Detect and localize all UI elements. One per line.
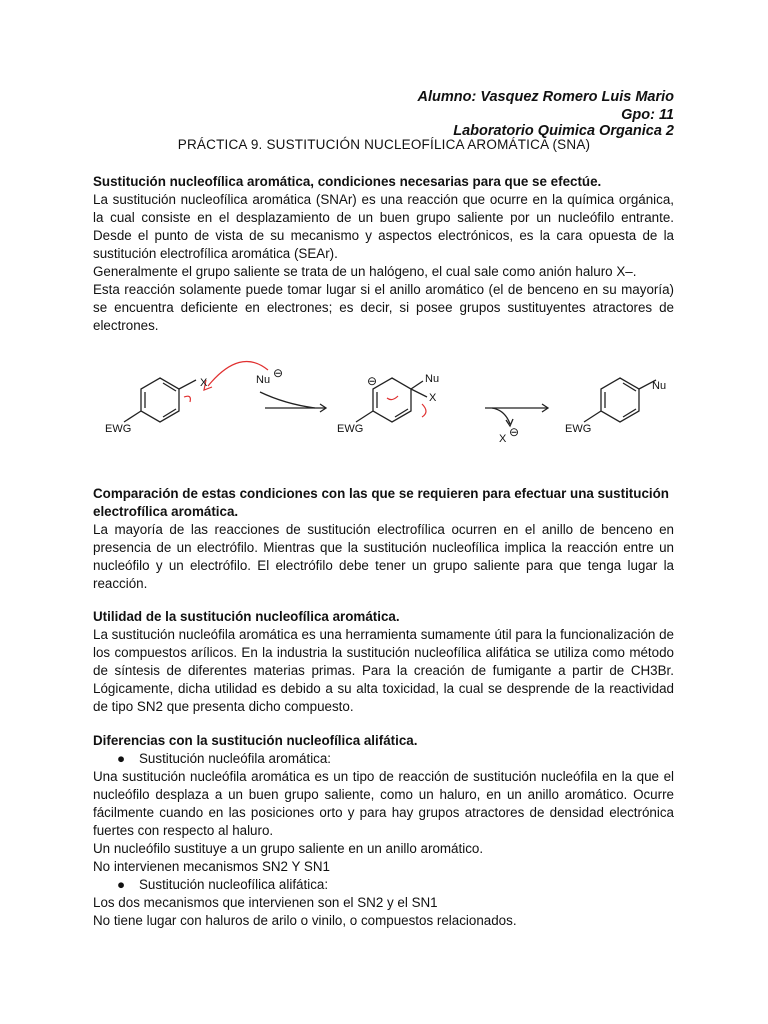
- charge-symbol: ⊖: [273, 366, 284, 380]
- paragraph: La sustitución nucleofílica aromática (SNAr) es una reacción que ocurre en la química orgánica, la cual consiste en el desplazamiento de un buen grupo saliente por un nucleófilo entrante. Desde el punto de vista de su mecanismo y aspectos electrónicos, es la cara opuesta de la sustitución electrofílica aromática (SEAr).: [93, 192, 674, 261]
- section-comparison: [93, 485, 674, 593]
- paragraph: No tiene lugar con haluros de arilo o vinilo, o compuestos relacionados.: [93, 913, 517, 928]
- bullet-text: Sustitución nucleófila aromática:: [139, 751, 332, 766]
- x-label: X: [499, 433, 507, 445]
- ewg-label: EWG: [565, 423, 592, 435]
- list-item: [93, 876, 674, 894]
- bullet-icon: ●: [117, 751, 126, 766]
- paragraph: Un nucleófilo sustituye a un grupo saliente en un anillo aromático.: [93, 841, 484, 856]
- reaction-scheme: [100, 352, 690, 462]
- paragraph: Una sustitución nucleófila aromática es un tipo de reacción de sustitución nucleófila en la que el nucleófilo desplaza a un buen grupo saliente, como un haluro, en un anillo aromático. Ocurre fácilmente cuando en las posiciones orto y para hay grupos atractores de densidad electrónica fuertes con respecto al haluro.: [93, 769, 674, 838]
- section-differences: [93, 732, 674, 930]
- bullet-icon: ●: [117, 877, 126, 892]
- section-utility: [93, 608, 674, 716]
- section-conditions: [93, 173, 674, 335]
- charge-symbol: ⊖: [509, 425, 520, 439]
- paragraph: La mayoría de las reacciones de sustitución electrofílica ocurren en el anillo de benceno en presencia de un electrófilo. Mientras que la sustitución nucleofílica implica la reacción entre un nucleófilo y un electrófilo. El electrófilo debe tener un grupo saliente para que tenga lugar la reacción.: [93, 522, 674, 591]
- nu-label: Nu: [425, 373, 440, 385]
- student-name: Alumno: Vasquez Romero Luis Mario: [417, 89, 674, 105]
- x-label: X: [200, 377, 208, 389]
- paragraph: No intervienen mecanismos SN2 Y SN1: [93, 859, 330, 874]
- x-label: X: [429, 392, 437, 404]
- section-heading: Comparación de estas condiciones con las que se requieren para efectuar una sustitución electrofílica aromática.: [93, 486, 669, 519]
- bullet-text: Sustitución nucleofílica alifática:: [139, 877, 329, 892]
- ewg-label: EWG: [105, 423, 132, 435]
- ewg-label: EWG: [337, 423, 364, 435]
- section-heading: Diferencias con la sustitución nucleofílica alifática.: [93, 733, 418, 748]
- group-number: Gpo: 11: [621, 107, 674, 123]
- list-item: [93, 750, 674, 768]
- lab-name: Laboratorio Quimica Organica 2: [453, 123, 674, 139]
- page-title: PRÁCTICA 9. SUSTITUCIÓN NUCLEOFÍLICA AROMÁTICA (SNA): [177, 137, 591, 152]
- nu-label: Nu: [652, 380, 667, 392]
- section-heading: Sustitución nucleofílica aromática, condiciones necesarias para que se efectúe.: [93, 174, 602, 189]
- paragraph: La sustitución nucleófila aromática es una herramienta sumamente útil para la funcionalización de los compuestos arílicos. En la industria la sustitución nucleofílica alifática se utiliza como método de síntesis de diferentes materias primas. Para la creación de fumigante a partir de CH3Br. Lógicamente, dicha utilidad es debido a su alta toxicidad, la cual se desprende de la reactividad de tipo SN2 que presenta dicho compuesto.: [93, 627, 674, 714]
- paragraph: Generalmente el grupo saliente se trata de un halógeno, el cual sale como anión haluro X–.: [93, 264, 637, 279]
- nu-label: Nu: [256, 374, 271, 386]
- charge-symbol: ⊖: [367, 374, 378, 388]
- paragraph: Los dos mecanismos que intervienen son el SN2 y el SN1: [93, 895, 438, 910]
- section-heading: Utilidad de la sustitución nucleofílica aromática.: [93, 609, 400, 624]
- paragraph: Esta reacción solamente puede tomar lugar si el anillo aromático (el de benceno en su mayoría) se encuentra deficiente en electrones; es decir, si posee grupos sustituyentes atractores de electrones.: [93, 282, 674, 333]
